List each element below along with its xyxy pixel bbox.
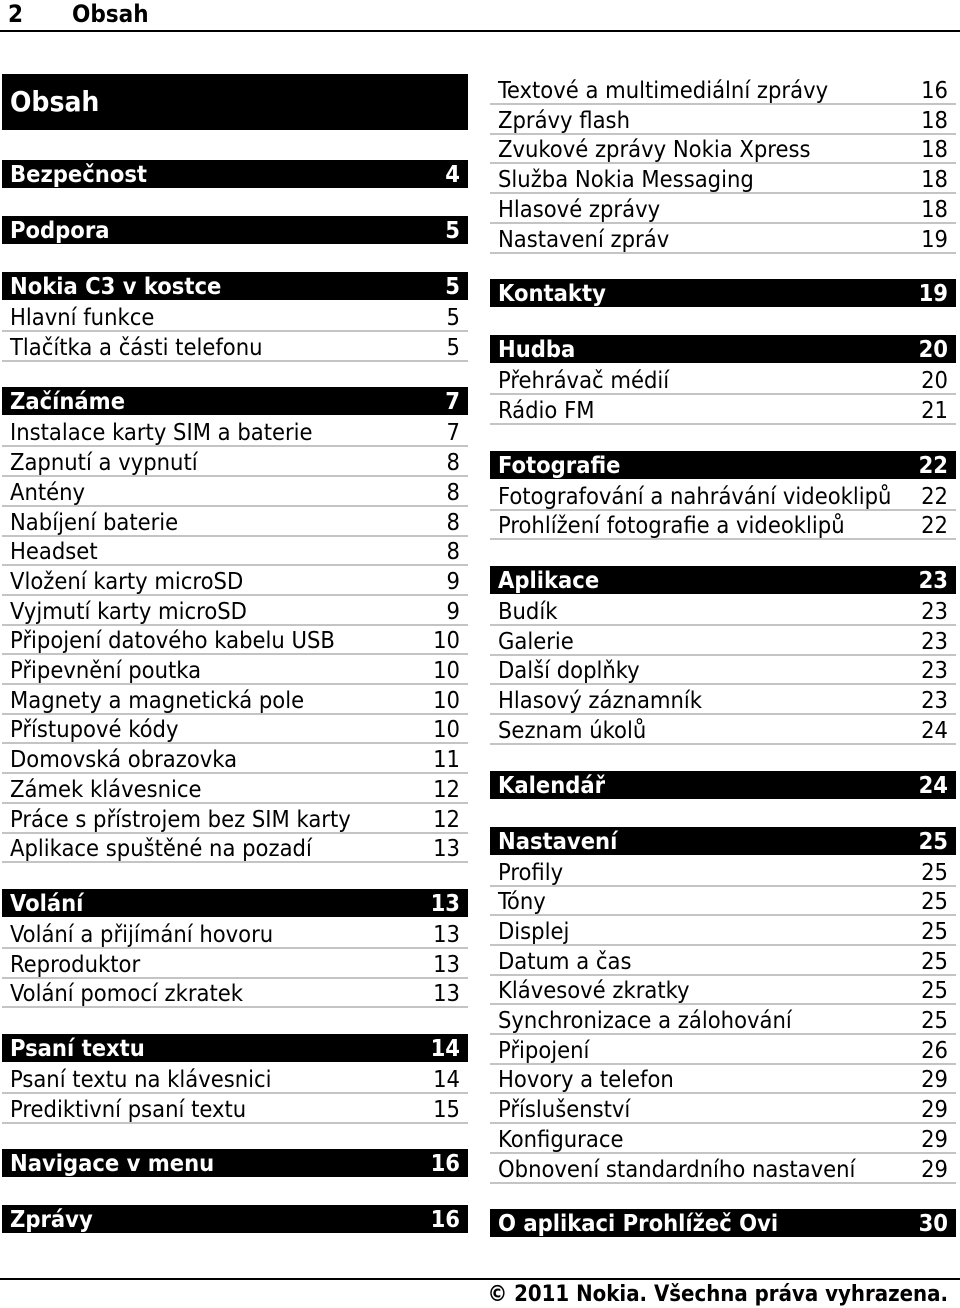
toc-page-number: 16 bbox=[430, 1205, 460, 1234]
toc-entry bbox=[490, 886, 956, 916]
toc-entry bbox=[490, 1035, 956, 1065]
toc-entry bbox=[2, 447, 468, 477]
toc-label: Klávesové zkratky bbox=[498, 976, 690, 1005]
toc-label: Vložení karty microSD bbox=[10, 566, 244, 595]
toc-page-number: 5 bbox=[445, 216, 460, 244]
toc-page-number: 5 bbox=[445, 272, 460, 300]
toc-label: Antény bbox=[10, 477, 86, 506]
toc-section-heading bbox=[2, 889, 468, 917]
toc-entry bbox=[2, 949, 468, 979]
toc-page-number: 20 bbox=[921, 366, 948, 395]
toc-page-number: 10 bbox=[433, 715, 460, 744]
toc-label: Hlasový záznamník bbox=[498, 686, 703, 715]
toc-page-number: 25 bbox=[921, 857, 948, 886]
toc-label: Připojení datového kabelu USB bbox=[10, 626, 335, 655]
toc-entry bbox=[490, 626, 956, 656]
toc-page-number: 18 bbox=[921, 165, 948, 194]
toc-page-number: 13 bbox=[433, 979, 460, 1008]
toc-label: Psaní textu bbox=[10, 1034, 145, 1062]
toc-page-number: 20 bbox=[918, 335, 948, 364]
toc-page-number: 7 bbox=[445, 387, 460, 416]
toc-page-number: 8 bbox=[446, 507, 460, 536]
toc-entry bbox=[490, 1124, 956, 1154]
toc-label: Seznam úkolů bbox=[498, 715, 647, 744]
toc-label: Nastavení bbox=[498, 826, 618, 855]
toc-page-number: 26 bbox=[921, 1035, 948, 1064]
toc-label: Nabíjení baterie bbox=[10, 507, 179, 536]
toc-label: Displej bbox=[498, 916, 570, 945]
toc-label: Magnety a magnetická pole bbox=[10, 685, 305, 714]
toc-label: Aplikace bbox=[498, 566, 600, 594]
toc-label: Podpora bbox=[10, 216, 110, 244]
toc-page-number: 25 bbox=[921, 976, 948, 1005]
toc-page-number: 21 bbox=[921, 395, 948, 424]
toc-entry bbox=[2, 507, 468, 537]
toc-page-number: 19 bbox=[918, 279, 948, 308]
toc-page-number: 25 bbox=[921, 1006, 948, 1034]
toc-page-number: 23 bbox=[921, 686, 948, 715]
toc-entry bbox=[2, 566, 468, 596]
toc-entry bbox=[490, 75, 956, 105]
toc-section-heading bbox=[490, 771, 956, 799]
toc-section-heading bbox=[2, 1034, 468, 1062]
toc-section-heading bbox=[490, 566, 956, 594]
toc-label: Navigace v menu bbox=[10, 1149, 215, 1178]
toc-page-number: 23 bbox=[921, 597, 948, 625]
toc-entry bbox=[2, 417, 468, 447]
toc-page-number: 10 bbox=[433, 685, 460, 714]
toc-label: Textové a multimediální zprávy bbox=[498, 76, 829, 104]
page-header bbox=[0, 0, 960, 32]
toc-page-number: 30 bbox=[918, 1209, 948, 1238]
toc-label: Instalace karty SIM a baterie bbox=[10, 418, 313, 447]
toc-page-number: 13 bbox=[433, 919, 460, 948]
toc-label: Aplikace spuštěné na pozadí bbox=[10, 834, 312, 863]
toc-page-number: 12 bbox=[433, 804, 460, 833]
toc-page-number: 10 bbox=[433, 656, 460, 684]
toc-section-heading bbox=[2, 387, 468, 415]
toc-label: Headset bbox=[10, 537, 98, 566]
toc-label: Nastavení zpráv bbox=[498, 224, 670, 253]
toc-page-number: 13 bbox=[433, 949, 460, 978]
toc-entry bbox=[2, 714, 468, 744]
toc-label: Příslušenství bbox=[498, 1095, 631, 1124]
toc-label: Hovory a telefon bbox=[498, 1065, 674, 1094]
header-title: Obsah bbox=[72, 0, 149, 28]
toc-section-heading bbox=[490, 827, 956, 855]
toc-label: Reproduktor bbox=[10, 949, 141, 978]
toc-label: Bezpečnost bbox=[10, 160, 148, 188]
toc-label: Domovská obrazovka bbox=[10, 745, 238, 774]
toc-page-number: 19 bbox=[921, 224, 948, 253]
toc-entry bbox=[2, 536, 468, 566]
toc-label: Obnovení standardního nastavení bbox=[498, 1154, 856, 1183]
toc-page-number: 29 bbox=[921, 1154, 948, 1183]
toc-label: Zapnutí a vypnutí bbox=[10, 448, 198, 477]
toc-entry bbox=[2, 978, 468, 1008]
toc-page-number: 16 bbox=[921, 76, 948, 104]
toc-label: Vyjmutí karty microSD bbox=[10, 596, 247, 625]
toc-entry bbox=[490, 224, 956, 254]
toc-page-number: 15 bbox=[433, 1094, 460, 1123]
footer-rule bbox=[0, 1278, 960, 1280]
toc-entry bbox=[490, 715, 956, 745]
toc-label: Fotografování a nahrávání videoklipů bbox=[498, 481, 892, 510]
toc-label: Volání pomocí zkratek bbox=[10, 979, 244, 1008]
toc-section-heading bbox=[490, 451, 956, 479]
toc-entry bbox=[2, 774, 468, 804]
toc-label: Hlasové zprávy bbox=[498, 194, 661, 223]
toc-section-heading bbox=[490, 335, 956, 363]
toc-page-number: 8 bbox=[446, 448, 460, 477]
toc-section-heading bbox=[2, 1205, 468, 1233]
toc-entry bbox=[2, 804, 468, 834]
toc-page-number: 24 bbox=[921, 715, 948, 744]
toc-label: Přístupové kódy bbox=[10, 715, 179, 744]
toc-label: Galerie bbox=[498, 626, 574, 655]
toc-label: Zvukové zprávy Nokia Xpress bbox=[498, 135, 811, 164]
toc-page-number: 22 bbox=[921, 511, 948, 540]
toc-page-number: 7 bbox=[446, 418, 460, 447]
toc-label: Zprávy bbox=[10, 1205, 93, 1234]
toc-page-number: 13 bbox=[430, 888, 460, 917]
toc-label: Připevnění poutka bbox=[10, 656, 202, 684]
toc-label: Práce s přístrojem bez SIM karty bbox=[10, 804, 351, 833]
toc-label: O aplikaci Prohlížeč Ovi bbox=[498, 1209, 779, 1238]
toc-page-number: 10 bbox=[433, 626, 460, 655]
toc-label: Zámek klávesnice bbox=[10, 774, 202, 803]
toc-label: Nokia C3 v kostce bbox=[10, 272, 222, 300]
toc-entry bbox=[2, 1094, 468, 1124]
toc-entry bbox=[2, 1064, 468, 1094]
toc-label: Konfigurace bbox=[498, 1124, 624, 1153]
toc-entry bbox=[490, 655, 956, 685]
toc-section-heading bbox=[2, 160, 468, 188]
toc-entry bbox=[490, 1005, 956, 1035]
toc-label: Připojení bbox=[498, 1035, 590, 1064]
toc-entry bbox=[490, 1154, 956, 1184]
toc-page-number: 4 bbox=[445, 160, 460, 188]
toc-page-number: 29 bbox=[921, 1065, 948, 1094]
toc-label: Další doplňky bbox=[498, 656, 640, 685]
toc-page-number: 5 bbox=[446, 332, 460, 361]
toc-page-number: 23 bbox=[921, 626, 948, 655]
toc-label: Budík bbox=[498, 597, 558, 625]
toc-section-heading bbox=[2, 216, 468, 244]
toc-entry bbox=[490, 164, 956, 194]
toc-entry bbox=[490, 975, 956, 1005]
toc-label: Datum a čas bbox=[498, 946, 632, 975]
toc-label: Psaní textu na klávesnici bbox=[10, 1065, 272, 1093]
toc-entry bbox=[490, 105, 956, 135]
toc-entry bbox=[2, 596, 468, 626]
toc-page-number: 18 bbox=[921, 105, 948, 134]
toc-page-number: 23 bbox=[918, 566, 948, 594]
toc-page-number: 18 bbox=[921, 194, 948, 223]
toc-label: Fotografie bbox=[498, 450, 621, 479]
toc-entry bbox=[2, 332, 468, 362]
toc-entry bbox=[490, 946, 956, 976]
toc-page-number: 29 bbox=[921, 1095, 948, 1124]
toc-page-number: 11 bbox=[433, 745, 460, 774]
toc-entry bbox=[490, 596, 956, 626]
toc-page-number: 8 bbox=[446, 477, 460, 506]
toc-page-number: 8 bbox=[446, 537, 460, 566]
toc-page-number: 18 bbox=[921, 135, 948, 164]
toc-label: Tlačítka a části telefonu bbox=[10, 332, 263, 361]
toc-section-heading bbox=[490, 279, 956, 307]
toc-label: Kalendář bbox=[498, 770, 606, 799]
toc-section-heading bbox=[2, 1149, 468, 1177]
toc-label: Prediktivní psaní textu bbox=[10, 1094, 247, 1123]
toc-title: Obsah bbox=[2, 74, 468, 130]
toc-page-number: 13 bbox=[433, 834, 460, 863]
copyright-notice: © 2011 Nokia. Všechna práva vyhrazena. bbox=[487, 1282, 948, 1307]
toc-page-number: 16 bbox=[430, 1149, 460, 1178]
toc-label: Rádio FM bbox=[498, 395, 595, 424]
page-number: 2 bbox=[8, 0, 24, 28]
toc-page-number: 25 bbox=[921, 916, 948, 945]
toc-entry bbox=[490, 857, 956, 887]
toc-page-number: 5 bbox=[446, 303, 460, 331]
toc-entry bbox=[490, 194, 956, 224]
toc-label: Prohlížení fotografie a videoklipů bbox=[498, 511, 845, 540]
toc-label: Synchronizace a zálohování bbox=[498, 1006, 792, 1034]
toc-entry bbox=[490, 685, 956, 715]
toc-label: Přehrávač médií bbox=[498, 366, 670, 395]
toc-entry bbox=[2, 919, 468, 949]
toc-label: Volání a přijímání hovoru bbox=[10, 919, 274, 948]
toc-page-number: 14 bbox=[430, 1034, 460, 1062]
toc-label: Služba Nokia Messaging bbox=[498, 165, 754, 194]
toc-entry bbox=[2, 685, 468, 715]
toc-page-number: 25 bbox=[918, 826, 948, 855]
toc-page-number: 29 bbox=[921, 1124, 948, 1153]
toc-label: Začínáme bbox=[10, 387, 126, 416]
toc-entry bbox=[490, 510, 956, 540]
toc-entry bbox=[490, 1094, 956, 1124]
toc-entry bbox=[490, 481, 956, 511]
toc-entry bbox=[2, 477, 468, 507]
toc-entry bbox=[490, 365, 956, 395]
toc-label: Tóny bbox=[498, 887, 546, 916]
toc-page-number: 25 bbox=[921, 946, 948, 975]
toc-page-number: 12 bbox=[433, 774, 460, 803]
toc-page-number: 22 bbox=[921, 481, 948, 510]
toc-page-number: 22 bbox=[918, 450, 948, 479]
toc-page-number: 9 bbox=[446, 596, 460, 625]
toc-entry bbox=[2, 302, 468, 332]
toc-entry bbox=[490, 134, 956, 164]
toc-entry bbox=[2, 833, 468, 863]
toc-label: Kontakty bbox=[498, 279, 606, 308]
toc-page-number: 24 bbox=[918, 770, 948, 799]
toc-entry bbox=[490, 395, 956, 425]
toc-page-number: 14 bbox=[433, 1065, 460, 1093]
toc-label: Hlavní funkce bbox=[10, 303, 155, 331]
toc-section-heading bbox=[2, 272, 468, 300]
toc-entry bbox=[2, 744, 468, 774]
toc-page-number: 23 bbox=[921, 656, 948, 685]
toc-label: Zprávy flash bbox=[498, 105, 630, 134]
toc-label: Volání bbox=[10, 888, 84, 917]
toc-entry bbox=[2, 655, 468, 685]
toc-entry bbox=[2, 625, 468, 655]
toc-page-number: 9 bbox=[446, 566, 460, 595]
toc-page-number: 25 bbox=[921, 887, 948, 916]
toc-entry bbox=[490, 1064, 956, 1094]
toc-label: Hudba bbox=[498, 335, 576, 364]
toc-label: Profily bbox=[498, 857, 564, 886]
toc-section-heading bbox=[490, 1209, 956, 1237]
toc-entry bbox=[490, 916, 956, 946]
